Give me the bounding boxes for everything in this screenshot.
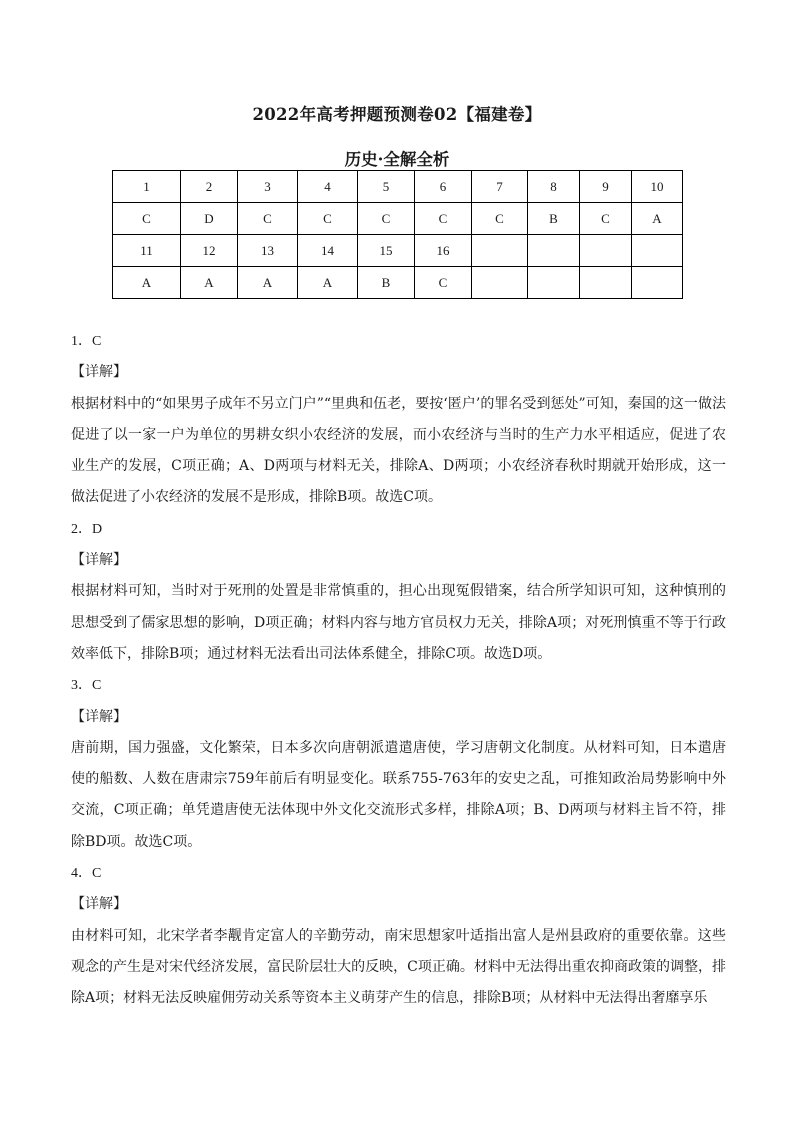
answer-table-cell: 13 xyxy=(238,235,298,267)
detail-label: 【详解】 xyxy=(71,552,127,569)
answer-table-cell: B xyxy=(528,203,580,235)
answer-table-cell: 8 xyxy=(528,171,580,203)
question-block xyxy=(71,514,726,670)
explanations xyxy=(71,326,726,1015)
page-subtitle: 历史·全解全析 xyxy=(344,150,450,169)
question-block xyxy=(71,326,726,514)
answer-table-cell: C xyxy=(238,203,298,235)
answer-table-row xyxy=(113,267,683,299)
answer-table-cell: 14 xyxy=(298,235,358,267)
page-title: 2022年高考押题预测卷02【福建卷】 xyxy=(252,105,542,124)
answer-table-cell: A xyxy=(632,203,683,235)
detail-label: 【详解】 xyxy=(71,364,127,381)
answer-table-cell xyxy=(528,235,580,267)
answer-table-cell: 7 xyxy=(472,171,528,203)
explanation-text: 根据材料中的“如果男子成年不另立门户”“里典和伍老，要按‘匿户’的罪名受到惩处”可知，秦国的这一做法促进了以一家一户为单位的男耕女织小农经济的发展，而小农经济与当时的生产力水平相适应，促进了农业生产的发展，C项正确；A、D两项与材料无关，排除A、D两项；小农经济春秋时期就开始形成，这一做法促进了小农经济的发展不是形成，排除B项。故选C项。 xyxy=(71,395,726,506)
answer-table-cell: 15 xyxy=(358,235,415,267)
answer-table-cell: 12 xyxy=(181,235,238,267)
answer-table xyxy=(112,170,683,299)
answer-table-row xyxy=(113,171,683,203)
answer-table-cell xyxy=(528,267,580,299)
answer-table-cell xyxy=(632,235,683,267)
answer-table-cell: A xyxy=(238,267,298,299)
answer-table-cell: 11 xyxy=(113,235,181,267)
answer-table-cell: 10 xyxy=(632,171,683,203)
answer-table-cell: 1 xyxy=(113,171,181,203)
answer-table-cell: C xyxy=(113,203,181,235)
explanation-text: 由材料可知，北宋学者李觏肯定富人的辛勤劳动，南宋思想家叶适指出富人是州县政府的重要依靠。这些观念的产生是对宋代经济发展，富民阶层壮大的反映，C项正确。材料中无法得出重农抑商政策的调整，排除A项；材料无法反映雇佣劳动关系等资本主义萌芽产生的信息，排除B项；从材料中无法得出奢靡享乐 xyxy=(71,927,726,1007)
answer-table-cell: C xyxy=(580,203,632,235)
answer-table-cell xyxy=(632,267,683,299)
answer-table-cell: D xyxy=(181,203,238,235)
answer-table-cell: 4 xyxy=(298,171,358,203)
answer-table-cell: 16 xyxy=(415,235,472,267)
answer-table-cell xyxy=(580,267,632,299)
explanation-text: 唐前期，国力强盛，文化繁荣，日本多次向唐朝派遣遣唐使，学习唐朝文化制度。从材料可知，日本遣唐使的船数、人数在唐肃宗759年前后有明显变化。联系755-763年的安史之乱，可推知政治局势影响中外交流，C项正确；单凭遣唐使无法体现中外文化交流形式多样，排除A项；B、D两项与材料主旨不符，排除BD项。故选C项。 xyxy=(71,739,726,850)
answer-table-cell: B xyxy=(358,267,415,299)
question-block xyxy=(71,858,726,1014)
question-number: 4．C xyxy=(71,866,102,882)
answer-table-cell: A xyxy=(298,267,358,299)
answer-table-cell: C xyxy=(415,267,472,299)
answer-table-cell: 2 xyxy=(181,171,238,203)
answer-table-cell: C xyxy=(358,203,415,235)
answer-table-cell: C xyxy=(298,203,358,235)
question-number: 1．C xyxy=(71,334,102,349)
answer-table-cell: A xyxy=(181,267,238,299)
answer-table-cell xyxy=(580,235,632,267)
question-number: 3．C xyxy=(71,678,102,694)
answer-table-cell: C xyxy=(415,203,472,235)
detail-label: 【详解】 xyxy=(71,708,127,725)
question-block xyxy=(71,670,726,858)
explanation-text: 根据材料可知，当时对于死刑的处置是非常慎重的，担心出现冤假错案，结合所学知识可知，这种慎刑的思想受到了儒家思想的影响，D项正确；材料内容与地方官员权力无关，排除A项；对死刑慎重不等于行政效率低下，排除B项；通过材料无法看出司法体系健全，排除C项。故选D项。 xyxy=(71,583,726,662)
question-number: 2．D xyxy=(71,521,103,537)
answer-table-cell: 6 xyxy=(415,171,472,203)
answer-table-row xyxy=(113,235,683,267)
answer-table-cell: 9 xyxy=(580,171,632,203)
answer-table-row xyxy=(113,203,683,235)
answer-table-cell: 3 xyxy=(238,171,298,203)
answer-table-cell xyxy=(472,267,528,299)
answer-table-cell xyxy=(472,235,528,267)
answer-table-cell: A xyxy=(113,267,181,299)
answer-table-cell: 5 xyxy=(358,171,415,203)
detail-label: 【详解】 xyxy=(71,896,127,913)
answer-table-cell: C xyxy=(472,203,528,235)
